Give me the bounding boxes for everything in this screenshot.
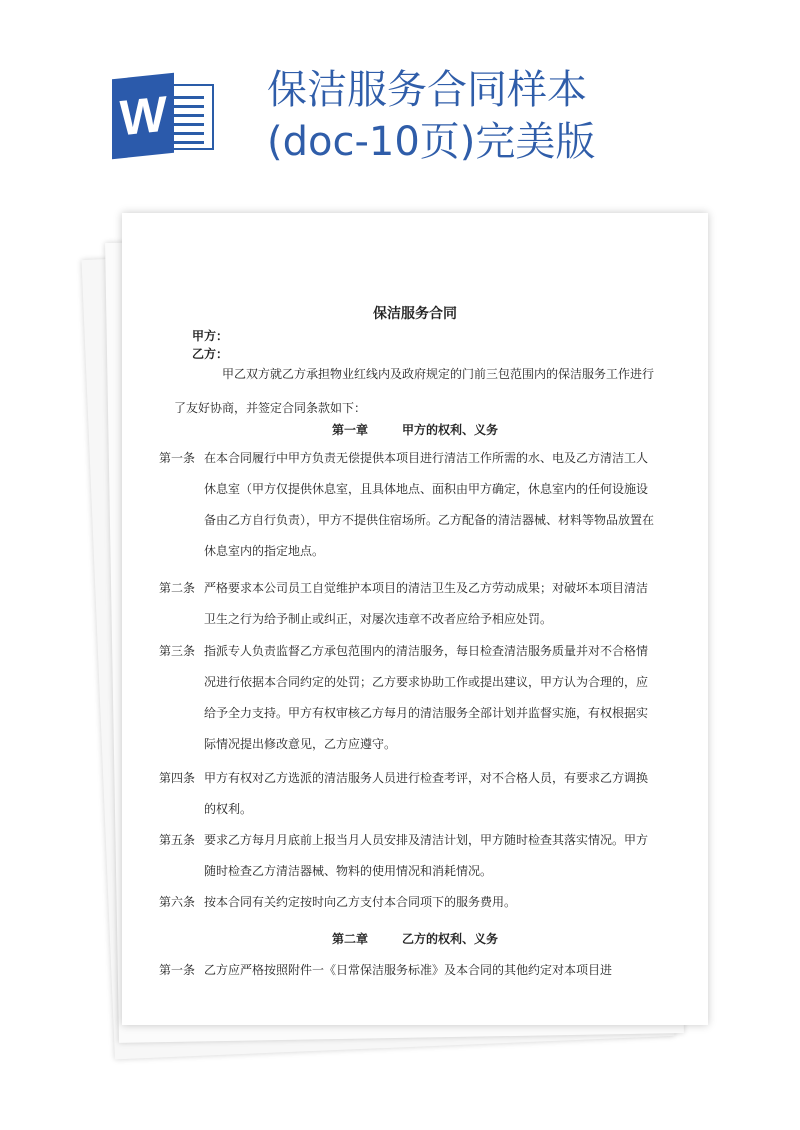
article-1-2 — [159, 573, 656, 635]
article-1-4 — [159, 763, 656, 825]
word-document-icon — [112, 76, 216, 156]
article-number: 第一条 — [159, 963, 196, 977]
article-1-1 — [159, 443, 656, 567]
document-page — [122, 213, 708, 1025]
chapter-1-heading — [122, 421, 708, 438]
article-text: 按本合同有关约定按时向乙方支付本合同项下的服务费用。 — [204, 895, 517, 909]
chapter-2-number: 第二章 — [331, 932, 368, 946]
article-number: 第三条 — [159, 644, 196, 658]
chapter-2-title: 乙方的权利、义务 — [402, 932, 499, 946]
article-1-6 — [159, 887, 656, 918]
document-title: 保洁服务合同 — [373, 306, 457, 322]
article-1-5 — [159, 825, 656, 887]
chapter-2-heading — [122, 930, 708, 947]
article-number: 第二条 — [159, 581, 196, 595]
intro-paragraph: 甲乙双方就乙方承担物业红线内及政府规定的门前三包范围内的保洁服务工作进行了友好协商，并签定合同条款如下： — [174, 367, 655, 415]
article-number: 第五条 — [159, 833, 196, 847]
article-1-3 — [159, 636, 656, 760]
page-title: 保洁服务合同样本(doc-10页)完美版 — [267, 67, 596, 165]
article-text: 在本合同履行中甲方负责无偿提供本项目进行清洁工作所需的水、电及乙方清洁工人休息室（甲方仅提供休息室，且具体地点、面积由甲方确定，休息室内的任何设施设备由乙方自行负责），甲方不提供住宿场所。乙方配备的清洁器械、材料等物品放置在休息室内的指定地点。 — [204, 451, 655, 558]
article-number: 第四条 — [159, 771, 196, 785]
article-text: 甲方有权对乙方选派的清洁服务人员进行检查考评，对不合格人员，有要求乙方调换的权利。 — [204, 771, 649, 816]
article-number: 第一条 — [159, 451, 196, 465]
article-text: 严格要求本公司员工自觉维护本项目的清洁卫生及乙方劳动成果；对破坏本项目清洁卫生之行为给予制止或纠正，对屡次违章不改者应给予相应处罚。 — [204, 581, 649, 626]
article-2-1 — [159, 955, 656, 986]
party-b-label: 乙方： — [192, 347, 229, 361]
article-text: 指派专人负责监督乙方承包范围内的清洁服务，每日检查清洁服务质量并对不合格情况进行依据本合同约定的处罚；乙方要求协助工作或提出建议，甲方认为合理的，应给予全力支持。甲方有权审核乙方每月的清洁服务全部计划并监督实施，有权根据实际情况提出修改意见，乙方应遵守。 — [204, 644, 649, 751]
word-badge: W — [112, 73, 174, 160]
chapter-1-title: 甲方的权利、义务 — [402, 423, 499, 437]
chapter-1-number: 第一章 — [331, 423, 368, 437]
article-text: 乙方应严格按照附件一《日常保洁服务标准》及本合同的其他约定对本项目进 — [204, 963, 613, 977]
article-text: 要求乙方每月月底前上报当月人员安排及清洁计划，甲方随时检查其落实情况。甲方随时检查乙方清洁器械、物料的使用情况和消耗情况。 — [204, 833, 649, 878]
party-a-label: 甲方： — [192, 329, 229, 343]
article-number: 第六条 — [159, 895, 196, 909]
